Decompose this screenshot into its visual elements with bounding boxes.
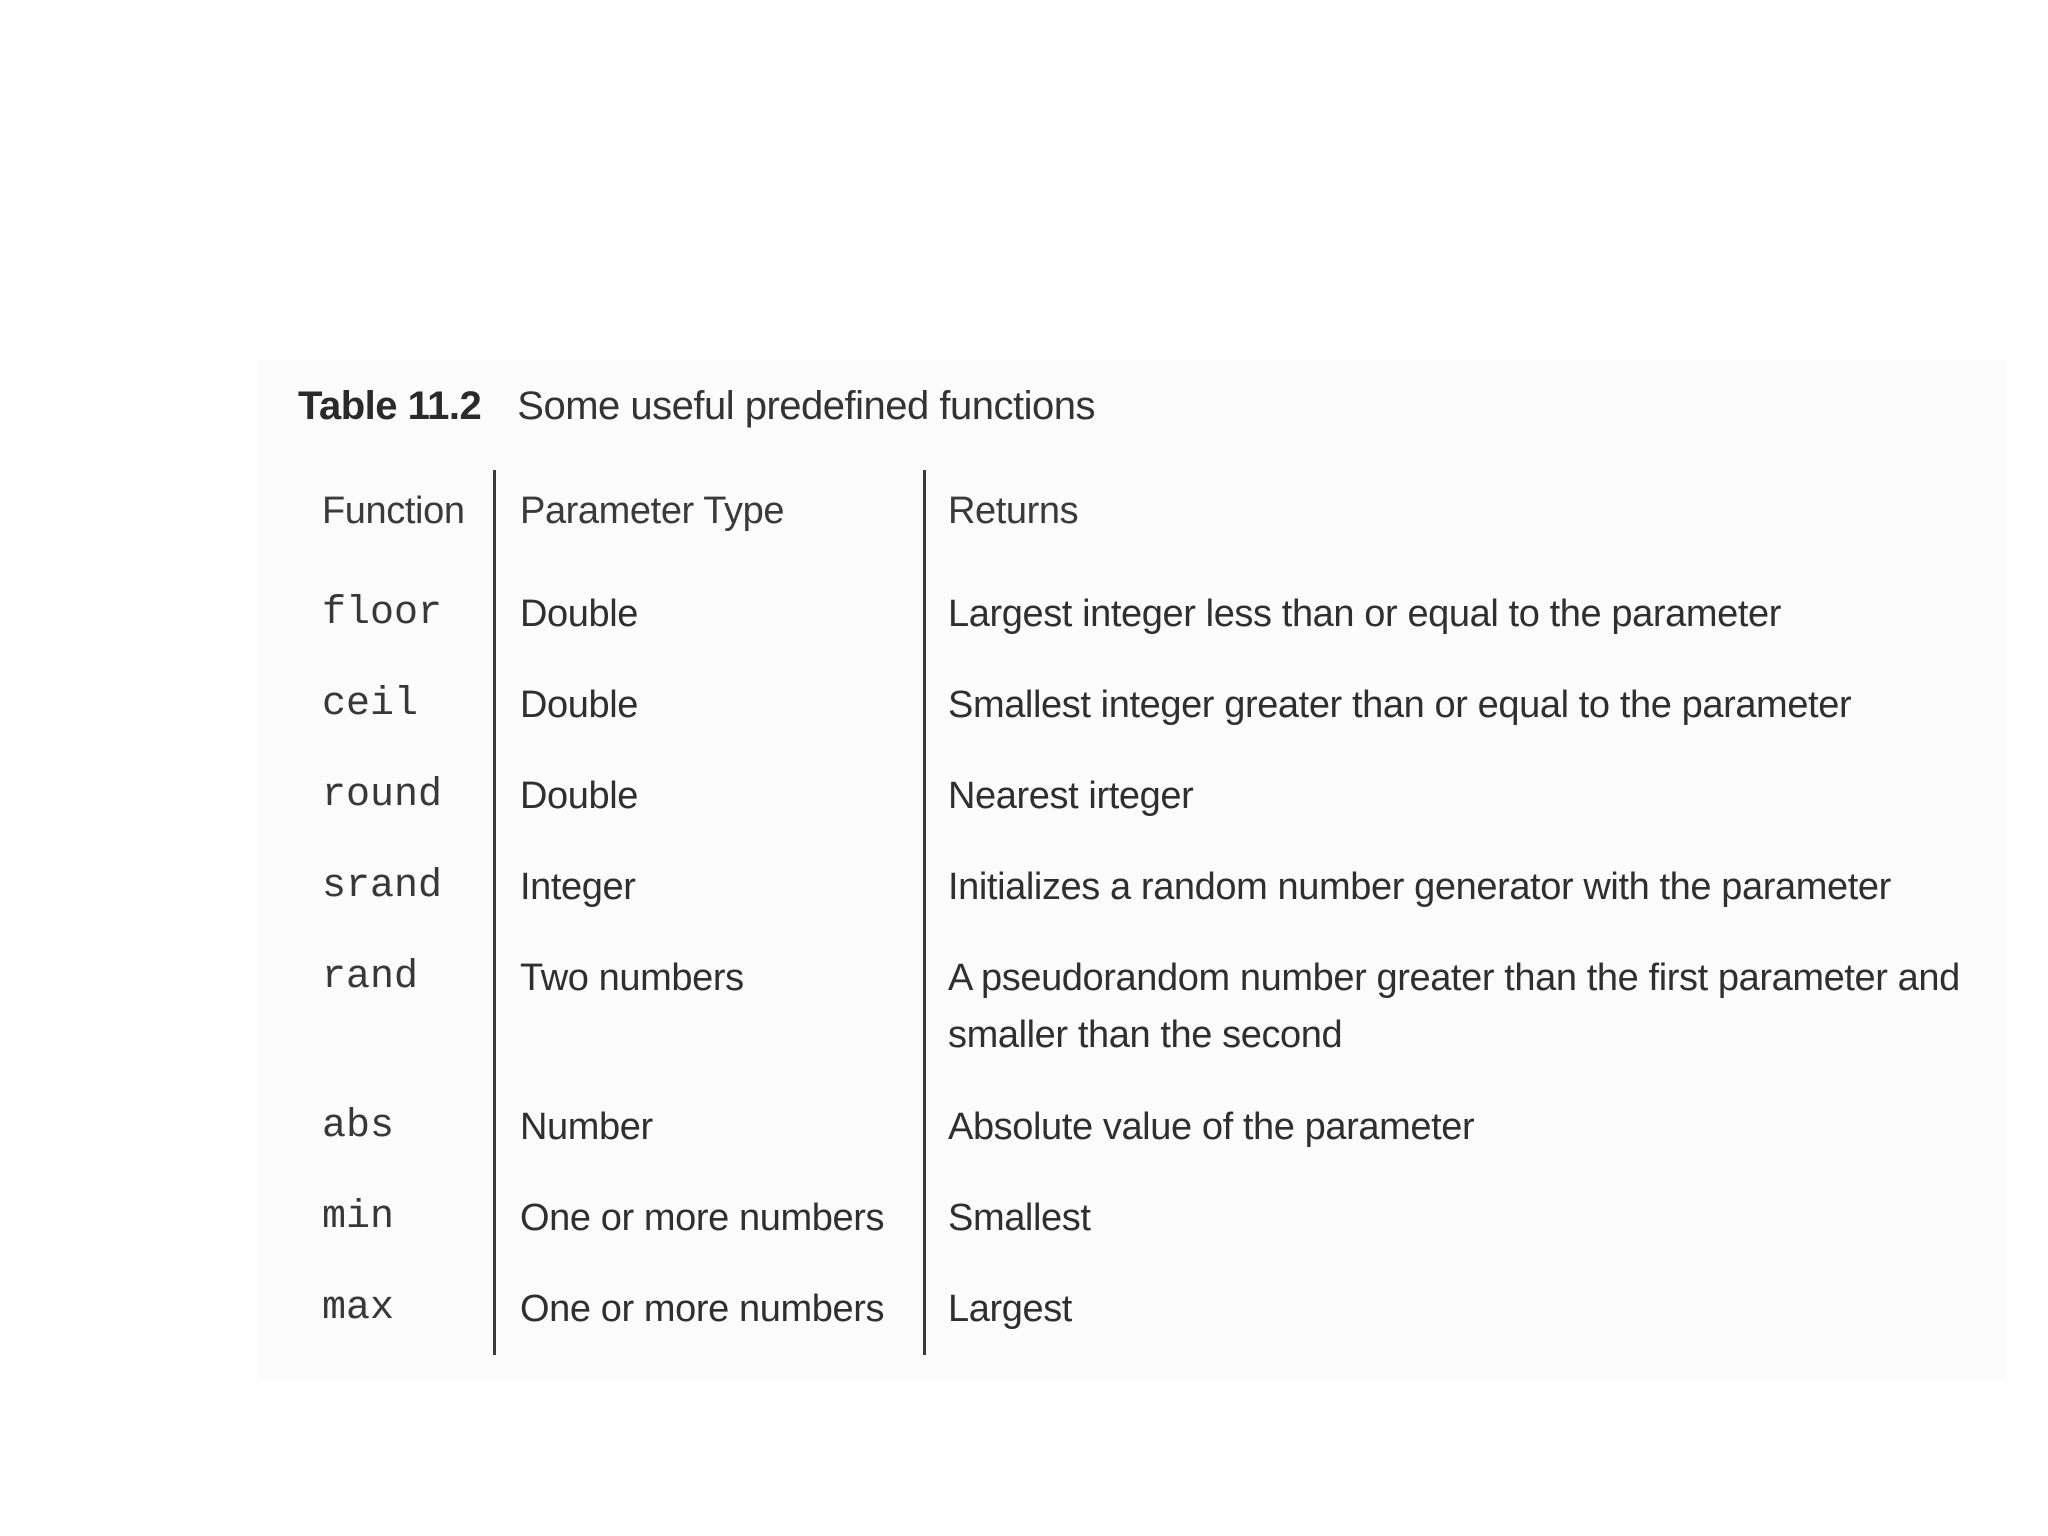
table-row xyxy=(258,676,2006,736)
parameter-type: One or more numbers xyxy=(520,1197,885,1239)
table-panel xyxy=(258,360,2006,1380)
function-name: max xyxy=(322,1286,395,1331)
returns-text: Largest xyxy=(948,1288,1072,1330)
header-returns: Returns xyxy=(948,490,1079,532)
returns-text: A pseudorandom number greater than the first parameter and xyxy=(948,957,1960,999)
parameter-type: Double xyxy=(520,684,639,726)
parameter-type: Double xyxy=(520,775,639,817)
returns-text: Smallest integer greater than or equal to the parameter xyxy=(948,684,1852,726)
table-row xyxy=(258,1098,2006,1158)
returns-text: Initializes a random number generator with the parameter xyxy=(948,866,1891,908)
table-row xyxy=(258,858,2006,918)
table-row-continuation xyxy=(258,1006,2006,1066)
table-number: Table 11.2 xyxy=(298,384,482,428)
function-name: floor xyxy=(322,591,443,636)
returns-text: smaller than the second xyxy=(948,1014,1343,1056)
table-caption xyxy=(298,384,1095,429)
parameter-type: One or more numbers xyxy=(520,1288,885,1330)
function-name: round xyxy=(322,773,443,818)
function-name: min xyxy=(322,1195,395,1240)
table-row xyxy=(258,1189,2006,1249)
returns-text: Largest integer less than or equal to the parameter xyxy=(948,593,1782,635)
header-parameter-type: Parameter Type xyxy=(520,490,785,532)
table-title: Some useful predefined functions xyxy=(517,384,1095,428)
function-name: ceil xyxy=(322,682,419,727)
function-name: rand xyxy=(322,955,419,1000)
table-row xyxy=(258,1280,2006,1340)
function-name: abs xyxy=(322,1104,395,1149)
returns-text: Smallest xyxy=(948,1197,1091,1239)
parameter-type: Double xyxy=(520,593,639,635)
function-name: srand xyxy=(322,864,443,909)
returns-text: Absolute value of the parameter xyxy=(948,1106,1475,1148)
table-header-row xyxy=(258,482,2006,542)
parameter-type: Two numbers xyxy=(520,957,744,999)
header-function: Function xyxy=(322,490,465,532)
table-row xyxy=(258,767,2006,827)
parameter-type: Integer xyxy=(520,866,636,908)
table-row xyxy=(258,949,2006,1009)
returns-text: Nearest irteger xyxy=(948,775,1194,817)
parameter-type: Number xyxy=(520,1106,653,1148)
table-row xyxy=(258,585,2006,645)
